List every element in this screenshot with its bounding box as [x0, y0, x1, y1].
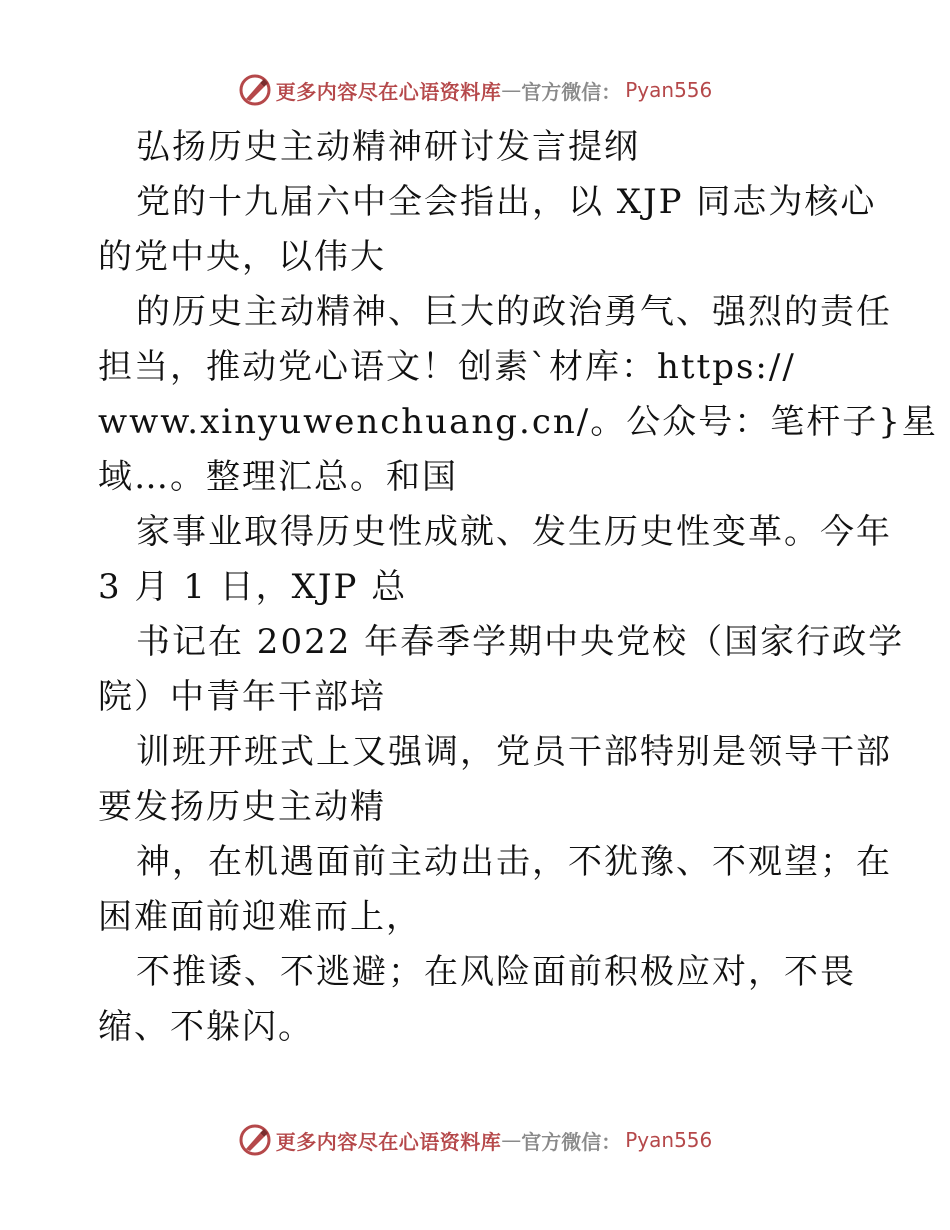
watermark-wechat-id: Pyan556	[625, 78, 713, 102]
watermark-header	[0, 70, 950, 110]
text-line: 书记在 2022 年春季学期中央党校（国家行政学	[136, 622, 905, 662]
watermark-separator: —	[501, 1128, 522, 1152]
text-line: 党的十九届六中全会指出，以 XJP 同志为核心	[136, 182, 877, 222]
text-line: 要发扬历史主动精	[98, 787, 386, 827]
text-line: 的党中央，以伟大	[98, 237, 386, 277]
pen-logo-icon	[238, 1123, 272, 1157]
text-line: 3 月 1 日，XJP 总	[98, 567, 408, 607]
text-line: www.xinyuwenchuang.cn/。公众号：笔杆子}星	[98, 402, 938, 442]
document-title: 弘扬历史主动精神研讨发言提纲	[136, 127, 640, 167]
text-line: 不推诿、不逃避；在风险面前积极应对，不畏	[136, 952, 856, 992]
watermark-wechat-id: Pyan556	[625, 1128, 713, 1152]
text-line: 困难面前迎难而上，	[98, 897, 422, 937]
document-body	[98, 120, 938, 1055]
watermark-wechat-label: 官方微信：	[521, 79, 622, 104]
text-line: 域…。整理汇总。和国	[98, 457, 458, 497]
text-line: 家事业取得历史性成就、发生历史性变革。今年	[136, 512, 892, 552]
text-line: 的历史主动精神、巨大的政治勇气、强烈的责任	[136, 292, 892, 332]
pen-logo-icon	[238, 73, 272, 107]
watermark-wechat-label: 官方微信：	[521, 1129, 622, 1154]
watermark-text: 更多内容尽在心语资料库	[275, 1129, 502, 1154]
text-line: 训班开班式上又强调，党员干部特别是领导干部	[136, 732, 892, 772]
text-line: 缩、不躲闪。	[98, 1007, 314, 1047]
text-line: 院）中青年干部培	[98, 677, 386, 717]
text-line: 担当，推动党心语文！创素`材库：https://	[98, 347, 796, 387]
watermark-footer	[0, 1120, 950, 1160]
text-line: 神，在机遇面前主动出击，不犹豫、不观望；在	[136, 842, 892, 882]
watermark-separator: —	[501, 78, 522, 102]
watermark-text: 更多内容尽在心语资料库	[275, 79, 502, 104]
